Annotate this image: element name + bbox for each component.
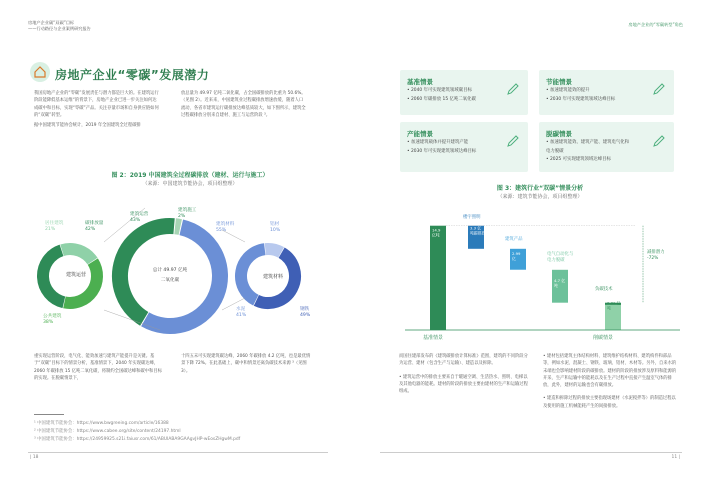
bottom-left-col2: 十四五末可实现建筑碳达峰，2060 年碳排放 4.2 亿吨，也是最优情景下降 72%。在此基础上，碳中和情景还离负碳技术来源 ³（见图 3）。 — [181, 354, 311, 374]
waterfall-annotation: 楼宇照明 — [463, 215, 481, 220]
waterfall-value-label: 3.3 亿 — [470, 225, 482, 231]
waterfall-value-label: 吨碳排放 — [470, 230, 486, 236]
x-tick-label: 基准情景 — [423, 335, 444, 341]
x-tick-label: 削碳情景 — [593, 335, 614, 341]
intro-col2: 放总量为 49.97 亿吨二氧化碳，占全国碳排放的比重为 50.6%。（见图 2）。近来来，中国建筑业过程碳排放增速放缓，随着人口流动、各省市建筑运行碳排放达峰基质较大，如下图所示，建筑全过程碳排放分别来自建材、施工与运营阶段 ³。 — [181, 91, 306, 118]
waterfall-annotation: 建筑产品 — [505, 237, 523, 242]
donut-ops-slice-2 — [43, 250, 64, 302]
waterfall-bar-0 — [430, 226, 446, 330]
footnote-divider — [34, 414, 64, 415]
footnotes: ¹ 中国建筑节能协会：https://www.bwgreeing.com/article/16388 ² 中国建筑节能协会：https://www.cabee.org/site/content/24197.html ³ 中国建筑节能协会：https://24959925.s21i.faiusr.com/61/ABUIABA9GAAgvJHP-wEosZHgwM.pdf — [34, 421, 241, 442]
bottom-left-col1: 重实现运营阶段，电气化、能效加速与建筑产能提升是关键。基于“双碳”目标下的情景分析，基准情景下，2040 年实现碳达峰，2060 年碳排放 15 亿吨二氧化碳，将制约全国碳达峰和碳中和目标的实现。在脱碳情景下， — [34, 354, 162, 381]
fig3-title: 图 3：建筑行业“双碳”情景分析 — [496, 185, 584, 192]
waterfall-chart — [395, 205, 685, 345]
page-number-right: 11 | — [671, 455, 680, 460]
label-materials: 建筑材料 55% — [216, 222, 235, 233]
donut3-center: 建筑材料 — [263, 274, 284, 280]
card-decarbonization: 脱碳情景 • 加速建筑能效、建筑产能、建筑电气化和电力脱碳 • 2025 可实现建筑领域达峰目标 — [539, 122, 674, 172]
waterfall-annotation: 负碳技术 — [595, 287, 613, 292]
card-baseline: 基准情景 • 2040 年可实现建筑领域碳目标 • 2060 年碳排放 15 亿吨二氧化碳 — [400, 70, 528, 115]
waterfall-value-label: 14.9 — [432, 227, 441, 233]
label-ops: 建筑运营 43% — [130, 212, 149, 223]
waterfall-value-label: 亿 — [512, 255, 516, 261]
header-left — [28, 20, 91, 32]
donut-materials-slice-0 — [265, 249, 281, 252]
section-title: 房地产企业“零碳”发展潜力 — [55, 68, 210, 82]
waterfall-value-label: 0.31 亿 — [607, 300, 621, 306]
fig2-title: 图 2：2019 中国建筑全过程碳排放（建材、运行与施工） — [111, 172, 269, 179]
label-steel: 钢铁 49% — [300, 307, 311, 318]
pencil-icon — [506, 82, 520, 96]
waterfall-value-label: 4.7 亿 — [554, 277, 566, 283]
header-left-line2: ——行动路径与企业案例研究报告 — [28, 26, 91, 31]
reduction-label: 减排潜力 — [647, 250, 665, 255]
donut-ops-slice-0 — [62, 249, 92, 261]
card-production: 产能情景 • 加速建筑载体并提升建筑产能 • 2030 年可实现建筑领域达峰目标 — [400, 122, 528, 172]
fig2-subtitle: （来源：中国建筑节能协会，项目组整理） — [142, 181, 238, 187]
header-right: 房地产企业的“零碳转型”角色 — [628, 22, 683, 27]
donut2-center: 总计 49.97 亿吨 二氧化碳 — [152, 268, 188, 283]
label-residential: 居住建筑 21% — [45, 221, 64, 232]
bottom-right-col2: • 建材包括建筑主体结构材料、建筑维护结构材料、建筑构件和部品等，例如水泥、混凝土、钢铁、玻璃、铝材、木材等。另外，自来水的末端也会影响建材阶段的碳排放。建材的阶段的排放涉及原料和能源的开采、生产和运输中的能耗以及在生产过程中直接产生温室气体的排放，此外，建材的运输也会有碳排放。 • 建造和拆除过程的排放主要指现场建材（水泥搅拌等）的制造过程以及使用的施工机械能耗产生的间接排放。 — [543, 354, 677, 409]
house-icon — [30, 62, 50, 82]
bottom-right-col1: 而国住建部发布的《建筑碳排放计算标准》范围，建筑的不同阶段分为运营、建材（包含生产与运输）、建造以及拆除。 • 建筑运营中的排放主要来自于暖通空调、生活热水、照明、电梯以及其他电器的能耗。建材的阶段的排放主要由建材的生产和运输过程组成。 — [399, 354, 528, 395]
waterfall-value-label: 吨 — [607, 305, 611, 311]
reduction-label: -72% — [647, 256, 659, 261]
waterfall-value-label: 2.99 — [512, 250, 521, 256]
fig3-subtitle: （来源：建筑节能协会，项目组整理） — [497, 194, 583, 200]
pencil-icon — [652, 82, 666, 96]
pencil-icon — [652, 134, 666, 148]
waterfall-annotation: 电力脱碳 — [547, 258, 565, 263]
donut1-center: 建筑运营 — [66, 272, 87, 278]
intro-col1: 我国房地产企业的“零碳”发展责任与潜力都是巨大的。在建筑运行阶段能降低基本运维“的背景下，房地产企业已进一步关注如何达成碳中和目标，实现“零碳”产品。关注存量市场和自身供应链如何的“双碳”转型。 据中国建筑节能协会统计，2019 年全国建筑全过程碳排 — [34, 91, 159, 129]
label-public: 公共建筑 38% — [43, 314, 62, 325]
waterfall-value-label: 亿吨 — [432, 232, 440, 238]
label-construction: 建筑施工 2% — [178, 208, 197, 219]
donut-materials-slice-2 — [241, 249, 265, 300]
card-energy-saving: 节能情景 • 加速建筑能效的提升 • 2030 年可实现建筑领域达峰目标 — [539, 70, 674, 115]
waterfall-annotation: 电气自动化与 — [547, 252, 574, 257]
page-number-left: | 18 — [30, 455, 39, 460]
waterfall-value-label: 吨 — [554, 282, 558, 288]
header-left-line1: 房地产企业碳“双碳”目标 — [28, 20, 75, 25]
footer-line-left — [28, 452, 328, 453]
label-cement: 水泥 41% — [236, 307, 247, 318]
footer-line-right — [380, 452, 682, 453]
label-emission: 碳排放量 42% — [85, 221, 104, 232]
pencil-icon — [506, 134, 520, 148]
donut-ops-slice-1 — [64, 262, 97, 303]
label-aluminum: 铝材 10% — [270, 222, 281, 233]
donut-total-slice-1 — [175, 226, 180, 227]
